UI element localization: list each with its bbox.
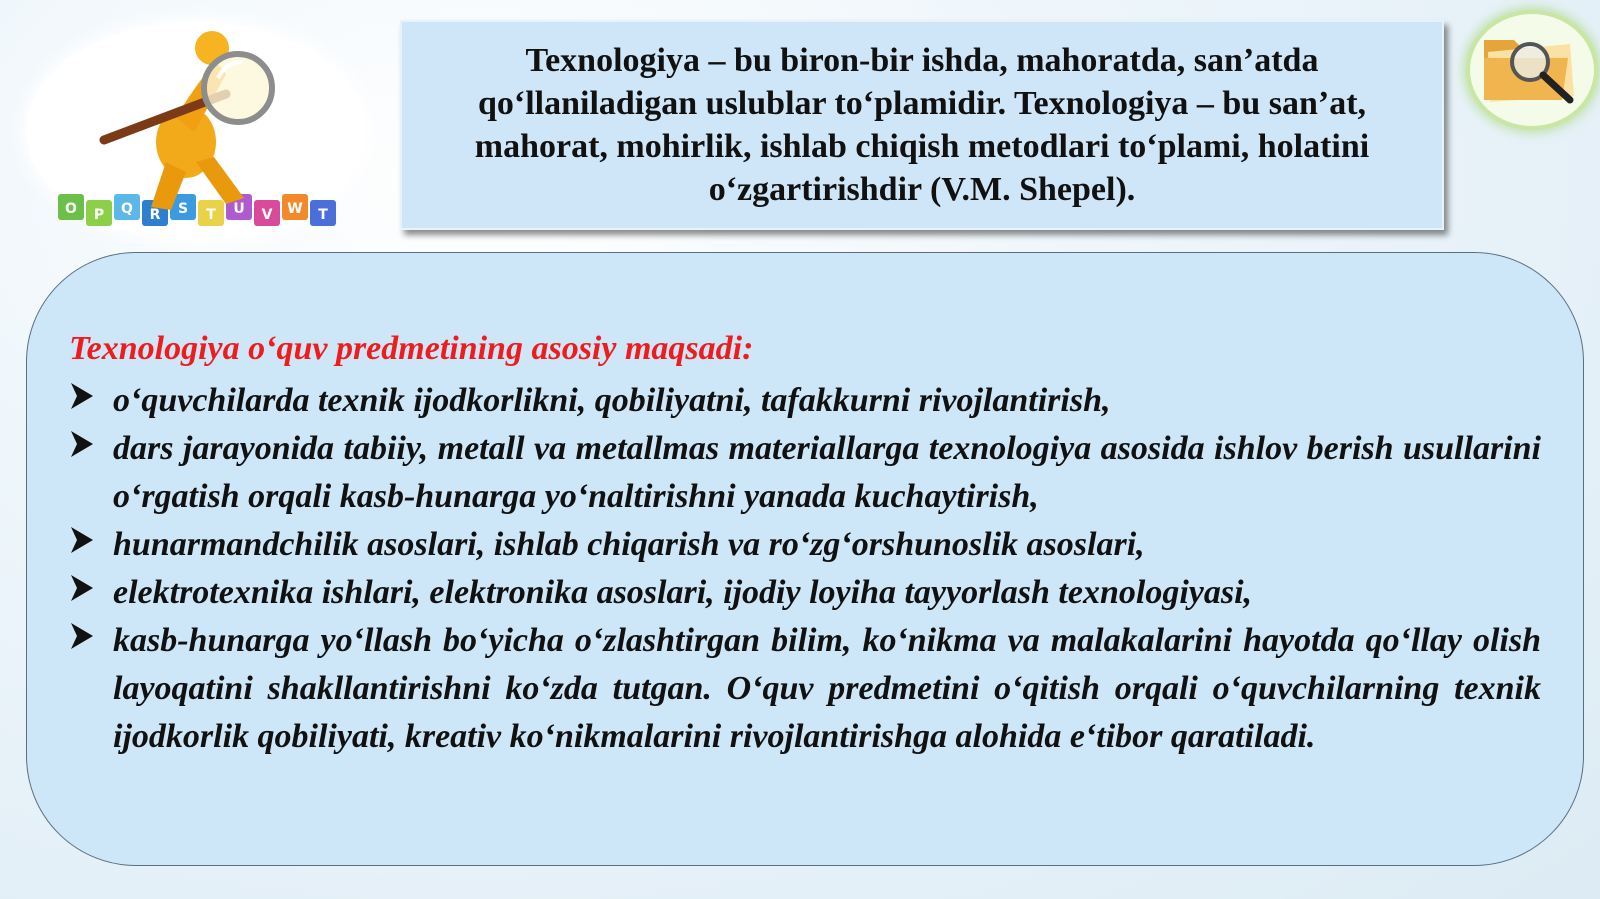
folder-search-icon [1470, 14, 1586, 118]
letter-cube-label: U [233, 201, 245, 217]
folder-search-badge [1466, 10, 1598, 130]
letter-cube-label: R [149, 207, 161, 223]
goal-text: dars jarayonida tabiiy, metall va metallmas materiallarga texnologiya asosida ishlov berish usullarini o‘rgatish orqali kasb-hunarga yo‘naltirishni yanada kuchaytirish, [113, 430, 1541, 515]
arrowhead-bullet-icon [69, 381, 95, 411]
letter-cube-label: T [318, 207, 328, 223]
goal-text: kasb-hunarga yo‘llash bo‘yicha o‘zlashtirgan bilim, ko‘nikma va malakalarini hayotda qo‘llay olish layoqatini shakllantirishni ko‘zda tutgan. O‘quv predmetini o‘qitish orqali o‘quvchilarning texnik ijodkorlik qobiliyati, kreativ ko‘nikmalarini rivojlantirishga alohida e‘tibor qaratiladi. [113, 622, 1541, 755]
goal-text: o‘quvchilarda texnik ijodkorlikni, qobiliyatni, tafakkurni rivojlantirish, [113, 382, 1111, 419]
letter-cube-label: S [177, 201, 189, 217]
letter-cube-label: T [206, 207, 216, 223]
definition-box [400, 20, 1444, 230]
letter-cube-label: P [93, 207, 105, 223]
list-item [69, 569, 1541, 617]
letter-cube-label: W [287, 201, 303, 217]
list-item [69, 617, 1541, 761]
goals-panel [26, 252, 1584, 866]
list-item [69, 521, 1541, 569]
goal-text: hunarmandchilik asoslari, ishlab chiqarish va ro‘zg‘orshunoslik asoslari, [113, 526, 1145, 563]
arrowhead-bullet-icon [69, 525, 95, 555]
goal-text: elektrotexnika ishlari, elektronika asoslari, ijodiy loyiha tayyorlash texnologiyasi, [113, 574, 1253, 611]
magnifier-figure-icon [26, 22, 366, 240]
letter-cube-label: V [261, 207, 273, 223]
list-item [69, 425, 1541, 521]
arrowhead-bullet-icon [69, 429, 95, 459]
list-item [69, 377, 1541, 425]
goals-list [69, 377, 1541, 761]
letter-cube-label: O [65, 201, 77, 217]
magnifier-figure-illustration [26, 22, 366, 240]
letter-cube-label: Q [121, 201, 133, 217]
arrowhead-bullet-icon [69, 621, 95, 651]
goals-title: Texnologiya o‘quv predmetining asosiy maqsadi: [69, 330, 754, 367]
definition-text: Texnologiya – bu biron-bir ishda, mahoratda, san’atda qo‘llaniladigan uslublar to‘plamidir. Texnologiya – bu san’at, mahorat, mohirlik, ishlab chiqish metodlari to‘plami, holatini o‘zgartirishdir (V.M. Shepel). [474, 42, 1370, 208]
arrowhead-bullet-icon [69, 573, 95, 603]
